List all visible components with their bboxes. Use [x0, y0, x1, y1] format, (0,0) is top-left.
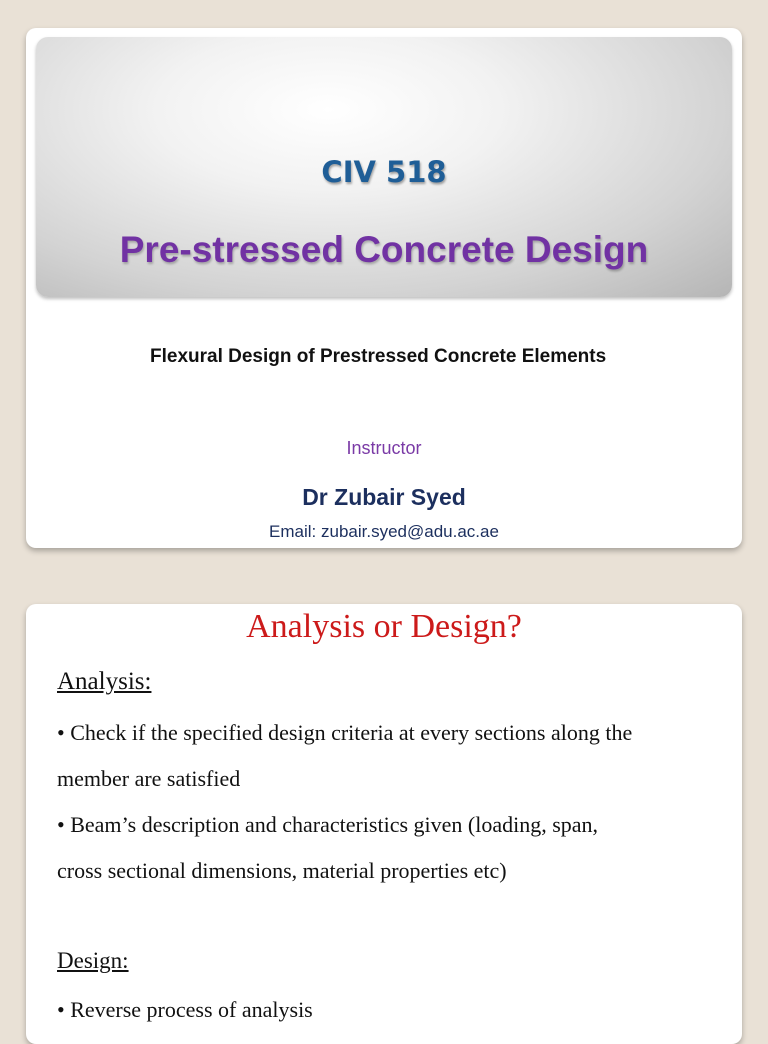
course-code: CIV 518 [321, 155, 447, 189]
analysis-line: cross sectional dimensions, material properties etc) [57, 858, 507, 883]
slide-title: Analysis or Design? [246, 608, 522, 645]
design-line: • Reverse process of analysis [57, 997, 313, 1022]
course-title: Pre-stressed Concrete Design [119, 229, 649, 270]
analysis-or-design-slide [26, 604, 742, 1044]
instructor-email: Email: zubair.syed@adu.ac.ae [269, 522, 499, 541]
analysis-line: member are satisfied [57, 766, 241, 791]
instructor-name: Dr Zubair Syed [302, 484, 466, 510]
analysis-line: • Check if the specified design criteria at every sections along the [57, 720, 633, 745]
analysis-line: • Beam’s description and characteristics given (loading, span, [57, 812, 599, 837]
analysis-heading: Analysis: [57, 668, 152, 695]
design-heading: Design: [57, 948, 129, 973]
title-slide [26, 28, 742, 548]
lecture-subtitle: Flexural Design of Prestressed Concrete Elements [150, 346, 607, 367]
instructor-label: Instructor [346, 438, 422, 458]
title-panel [36, 37, 732, 297]
